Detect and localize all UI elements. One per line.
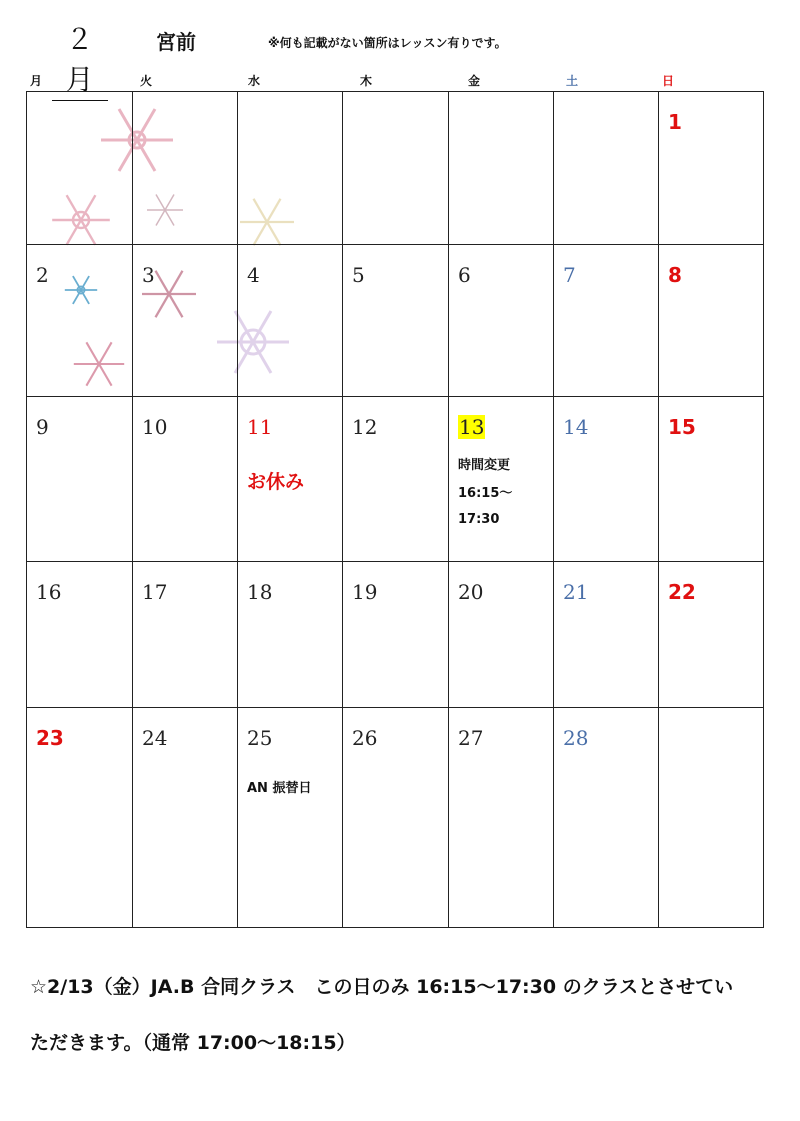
day-cell — [343, 92, 449, 245]
day-cell — [27, 562, 133, 708]
day-cell — [659, 708, 763, 927]
day-number: 5 — [352, 263, 365, 287]
day-number: 23 — [36, 726, 64, 750]
day-cell — [554, 92, 659, 245]
day-number: 18 — [247, 580, 273, 604]
day-number: 17 — [142, 580, 168, 604]
weekday-sat: 土 — [566, 74, 579, 88]
day-cell — [343, 708, 449, 927]
day-number: 28 — [563, 726, 589, 750]
day-number: 9 — [36, 415, 49, 439]
day-number: 19 — [352, 580, 378, 604]
day-number: 27 — [458, 726, 484, 750]
day-cell — [238, 92, 343, 245]
day-cell — [449, 397, 554, 562]
day-cell — [659, 562, 763, 708]
day-cell — [449, 92, 554, 245]
day-number: 7 — [563, 263, 576, 287]
day-cell — [27, 397, 133, 562]
day-cell — [554, 397, 659, 562]
day-number: 13 — [459, 415, 485, 439]
day-cell — [449, 562, 554, 708]
weekday-mon: 月 — [30, 74, 43, 88]
makeup-day-label: AN 振替日 — [247, 781, 312, 796]
day-cell — [449, 708, 554, 927]
day-number: 24 — [142, 726, 168, 750]
day-cell — [27, 245, 133, 397]
day-cell — [27, 708, 133, 927]
day-number: 10 — [142, 415, 168, 439]
day-cell — [554, 562, 659, 708]
time-change-time: 16:15～17:30 — [458, 486, 513, 527]
day-cell — [659, 245, 763, 397]
day-cell — [238, 708, 343, 927]
footer-note-line2: ただきます。（通常 17:00～18:15） — [30, 1032, 356, 1054]
footer-note-line1: ☆2/13（金）JA.B 合同クラス この日のみ 16:15～17:30 のクラスとさせてい — [30, 976, 734, 998]
day-cell — [133, 708, 238, 927]
lesson-note: ※何も記載がない箇所はレッスン有りです。 — [268, 36, 507, 50]
day-number: 26 — [352, 726, 378, 750]
calendar-grid — [26, 91, 764, 928]
day-cell — [343, 397, 449, 562]
weekday-thu: 木 — [360, 74, 373, 88]
day-cell — [238, 397, 343, 562]
day-cell — [238, 245, 343, 397]
weekday-sun: 日 — [662, 74, 675, 88]
day-number: 14 — [563, 415, 589, 439]
weekday-tue: 火 — [140, 74, 153, 88]
day-cell — [133, 92, 238, 245]
day-number: 6 — [458, 263, 471, 287]
day-number: 16 — [36, 580, 62, 604]
day-number: 11 — [247, 415, 273, 439]
day-number: 4 — [247, 263, 260, 287]
month-title: ２月 — [52, 18, 108, 101]
day-number: 12 — [352, 415, 378, 439]
weekday-fri: 金 — [468, 74, 481, 88]
day-number: 3 — [142, 263, 155, 287]
day-number: 20 — [458, 580, 484, 604]
day-cell — [659, 92, 763, 245]
day-cell — [27, 92, 133, 245]
day-cell — [343, 562, 449, 708]
day-cell — [554, 245, 659, 397]
time-change-title: 時間変更 — [458, 458, 511, 473]
day-number: 22 — [668, 580, 696, 604]
day-number: 1 — [668, 110, 682, 134]
day-cell — [554, 708, 659, 927]
day-cell — [133, 562, 238, 708]
day-number: 8 — [668, 263, 682, 287]
day-number: 25 — [247, 726, 273, 750]
day-cell — [133, 245, 238, 397]
weekday-wed: 水 — [248, 74, 261, 88]
day-cell — [238, 562, 343, 708]
day-number: 15 — [668, 415, 696, 439]
day-cell — [133, 397, 238, 562]
day-cell — [343, 245, 449, 397]
location-label: 宮前 — [156, 30, 196, 54]
holiday-label: お休み — [247, 471, 305, 493]
day-number: 21 — [563, 580, 589, 604]
day-number: 2 — [36, 263, 49, 287]
day-cell — [449, 245, 554, 397]
day-cell — [659, 397, 763, 562]
